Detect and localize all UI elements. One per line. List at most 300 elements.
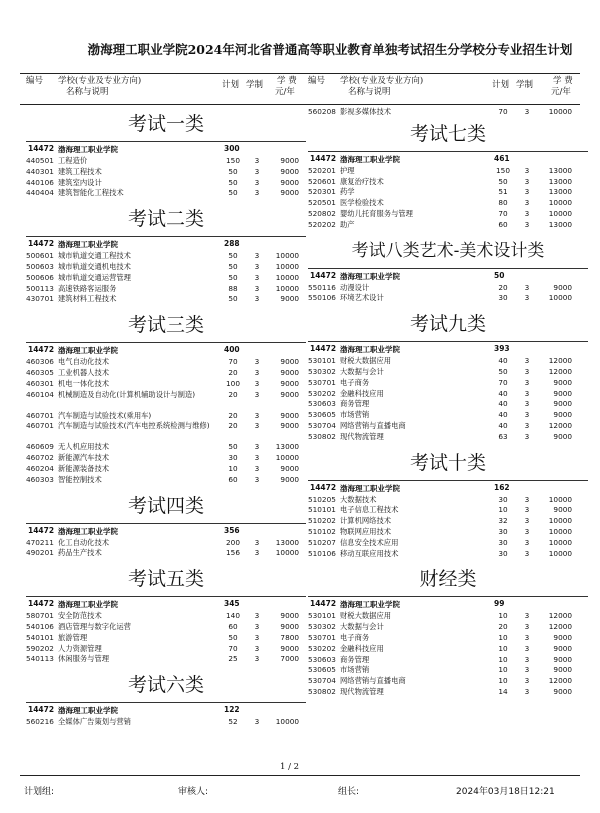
study-years: 3 — [524, 654, 530, 664]
major-name: 药品生产技术 — [58, 548, 102, 558]
tuition-fee: 12000 — [548, 611, 572, 621]
table-row — [26, 357, 306, 368]
table-row — [308, 107, 588, 118]
school-total-plan: 99 — [494, 599, 505, 609]
category-heading: 考试三类 — [127, 314, 204, 337]
plan-count: 50 — [228, 632, 238, 642]
header-plan: 计划 — [492, 80, 510, 90]
plan-count: 50 — [228, 294, 238, 304]
tuition-fee: 9000 — [280, 166, 299, 176]
table-row — [308, 293, 588, 304]
major-code: 590202 — [26, 643, 54, 653]
table-row — [308, 655, 588, 666]
study-years: 3 — [524, 665, 530, 675]
study-years: 3 — [254, 294, 260, 304]
major-code: 580701 — [26, 611, 54, 621]
header-name-desc: 名称与说明 — [348, 87, 391, 97]
school-code: 14472 — [28, 525, 55, 535]
header-top-rule — [20, 73, 580, 74]
study-years: 3 — [524, 208, 530, 218]
major-name: 安全防范技术 — [58, 611, 102, 621]
exam-category-section — [308, 235, 588, 309]
table-row — [308, 389, 588, 400]
right-column-header — [308, 76, 588, 106]
plan-count: 63 — [498, 431, 508, 441]
school-total-plan: 50 — [494, 270, 505, 280]
tuition-fee: 9000 — [280, 389, 299, 399]
exam-category-section — [308, 447, 588, 564]
tuition-fee: 10000 — [548, 526, 572, 536]
major-name: 工业机器人技术 — [58, 367, 110, 377]
plan-count: 10 — [498, 665, 508, 675]
major-code: 460303 — [26, 474, 54, 484]
table-row — [308, 549, 588, 560]
tuition-fee: 10000 — [548, 107, 572, 116]
table-row — [26, 611, 306, 622]
study-years: 3 — [524, 420, 530, 430]
tuition-fee: 9000 — [280, 410, 299, 420]
table-row — [26, 475, 306, 486]
table-row — [308, 622, 588, 633]
header-code: 编号 — [308, 76, 326, 86]
major-code: 510101 — [308, 505, 336, 515]
major-name: 环境艺术设计 — [340, 293, 384, 303]
major-code: 550106 — [308, 293, 336, 303]
major-code: 460305 — [26, 367, 54, 377]
major-name: 建筑室内设计 — [58, 177, 102, 187]
major-code: 520202 — [308, 219, 336, 229]
study-years: 3 — [254, 474, 260, 484]
plan-count: 40 — [498, 410, 508, 420]
tuition-fee: 10000 — [275, 717, 299, 727]
major-name: 智能控制技术 — [58, 474, 102, 484]
major-name: 工程造价 — [58, 156, 88, 165]
tuition-fee: 13000 — [548, 187, 572, 197]
major-code: 530802 — [308, 431, 336, 441]
major-name: 城市轨道交通机电技术 — [58, 261, 131, 271]
study-years: 3 — [524, 388, 530, 398]
table-row — [26, 368, 306, 379]
school-code: 14472 — [310, 482, 337, 492]
school-name: 渤海理工职业学院 — [58, 145, 118, 154]
major-name: 大数据技术 — [340, 494, 377, 504]
major-name: 移动互联应用技术 — [340, 548, 399, 558]
major-name: 电子信息工程技术 — [340, 505, 399, 515]
study-years: 3 — [254, 272, 260, 282]
major-name: 全媒体广告策划与营销 — [58, 717, 131, 727]
plan-count: 30 — [498, 494, 508, 504]
header-years: 学制 — [246, 80, 264, 90]
tuition-fee: 10000 — [548, 198, 572, 208]
school-summary-row — [308, 341, 588, 356]
major-code: 530101 — [308, 356, 336, 366]
page-number: 1 / 2 — [280, 762, 300, 772]
tuition-fee: 9000 — [280, 378, 299, 388]
category-heading: 考试六类 — [127, 674, 204, 697]
header-school-major: 学校(专业及专业方向) — [340, 76, 424, 86]
major-code: 510207 — [308, 537, 336, 547]
school-name: 渤海理工职业学院 — [58, 346, 118, 356]
table-row — [26, 622, 306, 633]
major-code: 520501 — [308, 198, 336, 208]
tuition-fee: 13000 — [275, 442, 299, 452]
plan-count: 25 — [228, 654, 238, 664]
tuition-fee: 10000 — [275, 283, 299, 293]
major-code: 530603 — [308, 654, 336, 664]
table-row — [26, 548, 306, 559]
plan-count: 10 — [498, 611, 508, 621]
major-name: 财税大数据应用 — [340, 611, 392, 621]
tuition-fee: 9000 — [553, 282, 572, 292]
tuition-fee: 9000 — [280, 177, 299, 187]
table-row — [26, 251, 306, 262]
tuition-fee: 12000 — [548, 356, 572, 366]
study-years: 3 — [524, 548, 530, 558]
plan-count: 150 — [496, 165, 510, 175]
school-total-plan: 345 — [224, 599, 240, 609]
header-fee-line2: 元/年 — [275, 87, 295, 97]
major-name: 电子商务 — [340, 377, 370, 387]
tuition-fee: 7000 — [280, 654, 299, 664]
tuition-fee: 9000 — [280, 463, 299, 473]
table-row — [26, 453, 306, 464]
tuition-fee: 13000 — [548, 165, 572, 175]
tuition-fee: 13000 — [548, 176, 572, 186]
table-row — [26, 442, 306, 453]
plan-count: 70 — [498, 208, 508, 218]
major-name: 网络营销与直播电商 — [340, 420, 406, 430]
table-row — [26, 390, 306, 411]
category-heading: 考试一类 — [127, 113, 204, 135]
plan-count: 50 — [228, 251, 238, 261]
plan-count: 140 — [226, 611, 240, 621]
table-row — [26, 379, 306, 390]
table-row — [308, 220, 588, 231]
plan-count: 30 — [498, 526, 508, 536]
study-years: 3 — [254, 421, 260, 431]
table-row — [26, 464, 306, 475]
major-name: 信息安全技术应用 — [340, 537, 399, 547]
study-years: 3 — [254, 442, 260, 452]
major-code: 460609 — [26, 442, 54, 452]
left-column-header — [26, 76, 306, 106]
tuition-fee: 9000 — [280, 357, 299, 367]
plan-count: 60 — [498, 219, 508, 229]
major-name: 助产 — [340, 219, 355, 229]
major-code: 530101 — [308, 611, 336, 621]
plan-count: 100 — [226, 378, 240, 388]
study-years: 3 — [254, 251, 260, 261]
major-code: 560216 — [26, 717, 54, 727]
plan-count: 20 — [498, 622, 508, 632]
school-name: 渤海理工职业学院 — [340, 271, 400, 281]
tuition-fee: 10000 — [548, 208, 572, 218]
tuition-fee: 9000 — [553, 686, 572, 696]
major-code: 530605 — [308, 665, 336, 675]
study-years: 3 — [524, 187, 530, 197]
header-school-major: 学校(专业及专业方向) — [58, 76, 142, 86]
plan-count: 200 — [226, 537, 240, 547]
table-row — [308, 283, 588, 294]
category-heading: 考试七类 — [409, 122, 486, 145]
major-name: 财税大数据应用 — [340, 356, 392, 366]
study-years: 3 — [524, 643, 530, 653]
tuition-fee: 13000 — [548, 219, 572, 229]
exam-category-section — [26, 203, 306, 309]
table-row — [308, 633, 588, 644]
category-heading: 考试九类 — [409, 313, 486, 336]
plan-count: 150 — [226, 156, 240, 165]
major-name: 计算机网络技术 — [340, 516, 392, 526]
major-name: 大数据与会计 — [340, 622, 384, 632]
major-code: 530704 — [308, 420, 336, 430]
plan-count: 20 — [498, 282, 508, 292]
tuition-fee: 9000 — [280, 294, 299, 304]
plan-count: 40 — [498, 420, 508, 430]
plan-count: 50 — [228, 442, 238, 452]
category-heading: 考试四类 — [127, 494, 204, 517]
study-years: 3 — [524, 107, 530, 116]
tuition-fee: 10000 — [275, 453, 299, 463]
tuition-fee: 9000 — [280, 367, 299, 377]
major-name: 商务管理 — [340, 654, 370, 664]
study-years: 3 — [524, 516, 530, 526]
major-name: 新能源汽车技术 — [58, 453, 110, 463]
study-years: 3 — [254, 537, 260, 547]
study-years: 3 — [254, 453, 260, 463]
table-row — [26, 633, 306, 644]
major-name: 城市轨道交通工程技术 — [58, 251, 131, 261]
tuition-fee: 10000 — [548, 548, 572, 558]
major-code: 520601 — [308, 176, 336, 186]
table-row — [308, 505, 588, 516]
study-years: 3 — [524, 410, 530, 420]
plan-count: 30 — [498, 548, 508, 558]
study-years: 3 — [254, 654, 260, 664]
plan-count: 50 — [228, 166, 238, 176]
document-title: 渤海理工职业学院2024年河北省普通高等职业教育单独考试招生分学校分专业招生计划 — [87, 42, 573, 57]
plan-count: 70 — [228, 357, 238, 367]
table-row — [308, 378, 588, 389]
exam-category-section — [308, 308, 588, 446]
plan-count: 50 — [228, 272, 238, 282]
study-years: 3 — [254, 357, 260, 367]
major-code: 520201 — [308, 165, 336, 175]
study-years: 3 — [524, 366, 530, 376]
school-summary-row — [26, 236, 306, 251]
table-row — [308, 367, 588, 378]
tuition-fee: 9000 — [280, 156, 299, 165]
major-code: 540106 — [26, 621, 54, 631]
plan-count: 51 — [498, 187, 508, 197]
tuition-fee: 9000 — [553, 665, 572, 675]
major-code: 440106 — [26, 177, 54, 187]
plan-count: 60 — [228, 621, 238, 631]
major-code: 460204 — [26, 463, 54, 473]
table-row — [26, 411, 306, 422]
major-code: 440404 — [26, 188, 54, 198]
plan-count: 32 — [498, 516, 508, 526]
school-code: 14472 — [28, 345, 55, 355]
school-code: 14472 — [28, 239, 55, 249]
major-name: 酒店管理与数字化运营 — [58, 621, 131, 631]
study-years: 3 — [524, 632, 530, 642]
major-name: 休闲服务与管理 — [58, 654, 110, 664]
major-name: 现代物流管理 — [340, 431, 384, 441]
header-bottom-rule — [20, 104, 580, 105]
header-plan: 计划 — [222, 80, 240, 90]
table-row — [26, 538, 306, 549]
table-row — [308, 177, 588, 188]
table-row — [26, 167, 306, 178]
tuition-fee: 10000 — [548, 293, 572, 303]
tuition-fee: 13000 — [275, 537, 299, 547]
major-name: 医学检验技术 — [340, 198, 384, 208]
study-years: 3 — [524, 165, 530, 175]
major-code: 490201 — [26, 548, 54, 558]
plan-count: 40 — [498, 399, 508, 409]
table-row — [308, 187, 588, 198]
major-name: 金融科技应用 — [340, 643, 384, 653]
major-code: 520802 — [308, 208, 336, 218]
left-column — [26, 108, 306, 732]
major-code: 460701 — [26, 421, 54, 431]
major-name: 市场营销 — [340, 410, 370, 420]
school-name: 渤海理工职业学院 — [340, 600, 400, 610]
plan-count: 10 — [228, 463, 238, 473]
major-code: 550116 — [308, 282, 336, 292]
tuition-fee: 9000 — [553, 410, 572, 420]
major-name: 高速铁路客运服务 — [58, 283, 117, 293]
major-code: 510205 — [308, 494, 336, 504]
tuition-fee: 9000 — [280, 611, 299, 621]
plan-count: 70 — [228, 643, 238, 653]
study-years: 3 — [524, 282, 530, 292]
major-name: 建筑材料工程技术 — [58, 294, 117, 304]
study-years: 3 — [254, 283, 260, 293]
tuition-fee: 12000 — [548, 676, 572, 686]
study-years: 3 — [524, 505, 530, 515]
plan-count: 40 — [498, 388, 508, 398]
tuition-fee: 12000 — [548, 366, 572, 376]
plan-count: 50 — [498, 366, 508, 376]
table-row — [26, 717, 306, 728]
tuition-fee: 10000 — [548, 494, 572, 504]
major-name: 汽车制造与试验技术(汽车电控系统检测与维修) — [58, 421, 210, 431]
major-code: 560208 — [308, 107, 336, 116]
table-row — [308, 356, 588, 367]
tuition-fee: 9000 — [553, 654, 572, 664]
header-fee-line1: 学 费 — [277, 76, 297, 86]
school-code: 14472 — [28, 705, 55, 715]
school-name: 渤海理工职业学院 — [58, 600, 118, 610]
header-fee-line2: 元/年 — [551, 87, 571, 97]
major-code: 500603 — [26, 261, 54, 271]
study-years: 3 — [524, 219, 530, 229]
major-name: 旅游管理 — [58, 632, 88, 642]
major-name: 建筑智能化工程技术 — [58, 188, 124, 198]
major-code: 510106 — [308, 548, 336, 558]
school-code: 14472 — [310, 599, 337, 609]
major-code: 530202 — [308, 388, 336, 398]
major-code: 530802 — [308, 686, 336, 696]
footer-group-leader: 组长: — [338, 787, 360, 797]
major-name: 汽车制造与试验技术(乘用车) — [58, 410, 152, 420]
table-row — [26, 654, 306, 665]
major-name: 大数据与会计 — [340, 366, 384, 376]
major-name: 无人机应用技术 — [58, 442, 110, 452]
tuition-fee: 10000 — [548, 516, 572, 526]
category-heading: 考试八类艺术-美术设计类 — [351, 240, 545, 261]
plan-count: 30 — [228, 453, 238, 463]
study-years: 3 — [524, 622, 530, 632]
table-row — [308, 399, 588, 410]
table-row — [26, 644, 306, 655]
major-name: 婴幼儿托育服务与管理 — [340, 208, 413, 218]
major-code: 530603 — [308, 399, 336, 409]
major-code: 510202 — [308, 516, 336, 526]
plan-count: 10 — [498, 654, 508, 664]
school-summary-row — [308, 151, 588, 166]
school-total-plan: 300 — [224, 144, 240, 153]
major-code: 500601 — [26, 251, 54, 261]
school-total-plan: 356 — [224, 525, 240, 535]
major-name: 动漫设计 — [340, 282, 370, 292]
school-summary-row — [308, 480, 588, 495]
school-name: 渤海理工职业学院 — [340, 154, 400, 164]
header-fee-line1: 学 费 — [553, 76, 573, 86]
study-years: 3 — [524, 399, 530, 409]
tuition-fee: 9000 — [553, 505, 572, 515]
school-code: 14472 — [310, 344, 337, 354]
school-name: 渤海理工职业学院 — [58, 706, 118, 716]
plan-count: 88 — [228, 283, 238, 293]
major-name: 机电一体化技术 — [58, 378, 110, 388]
plan-count: 20 — [228, 367, 238, 377]
major-code: 440501 — [26, 156, 54, 165]
study-years: 3 — [524, 293, 530, 303]
table-row — [308, 421, 588, 432]
study-years: 3 — [524, 526, 530, 536]
major-name: 电气自动化技术 — [58, 357, 110, 367]
school-name: 渤海理工职业学院 — [58, 240, 118, 250]
major-code: 500606 — [26, 272, 54, 282]
tuition-fee: 10000 — [275, 548, 299, 558]
plan-count: 50 — [228, 261, 238, 271]
major-code: 440301 — [26, 166, 54, 176]
plan-count: 20 — [228, 410, 238, 420]
tuition-fee: 9000 — [553, 632, 572, 642]
exam-category-section — [26, 108, 306, 203]
tuition-fee: 10000 — [275, 261, 299, 271]
exam-category-section — [26, 563, 306, 669]
study-years: 3 — [254, 177, 260, 187]
study-years: 3 — [524, 198, 530, 208]
study-years: 3 — [254, 632, 260, 642]
category-heading: 财经类 — [419, 568, 477, 591]
plan-count: 10 — [498, 505, 508, 515]
major-code: 460104 — [26, 389, 54, 399]
major-name: 市场营销 — [340, 665, 370, 675]
study-years: 3 — [524, 686, 530, 696]
plan-count: 40 — [498, 356, 508, 366]
tuition-fee: 7800 — [280, 632, 299, 642]
table-row — [26, 178, 306, 189]
footer-reviewer: 审核人: — [178, 787, 209, 797]
study-years: 3 — [254, 410, 260, 420]
major-name: 金融科技应用 — [340, 388, 384, 398]
major-code: 530302 — [308, 366, 336, 376]
